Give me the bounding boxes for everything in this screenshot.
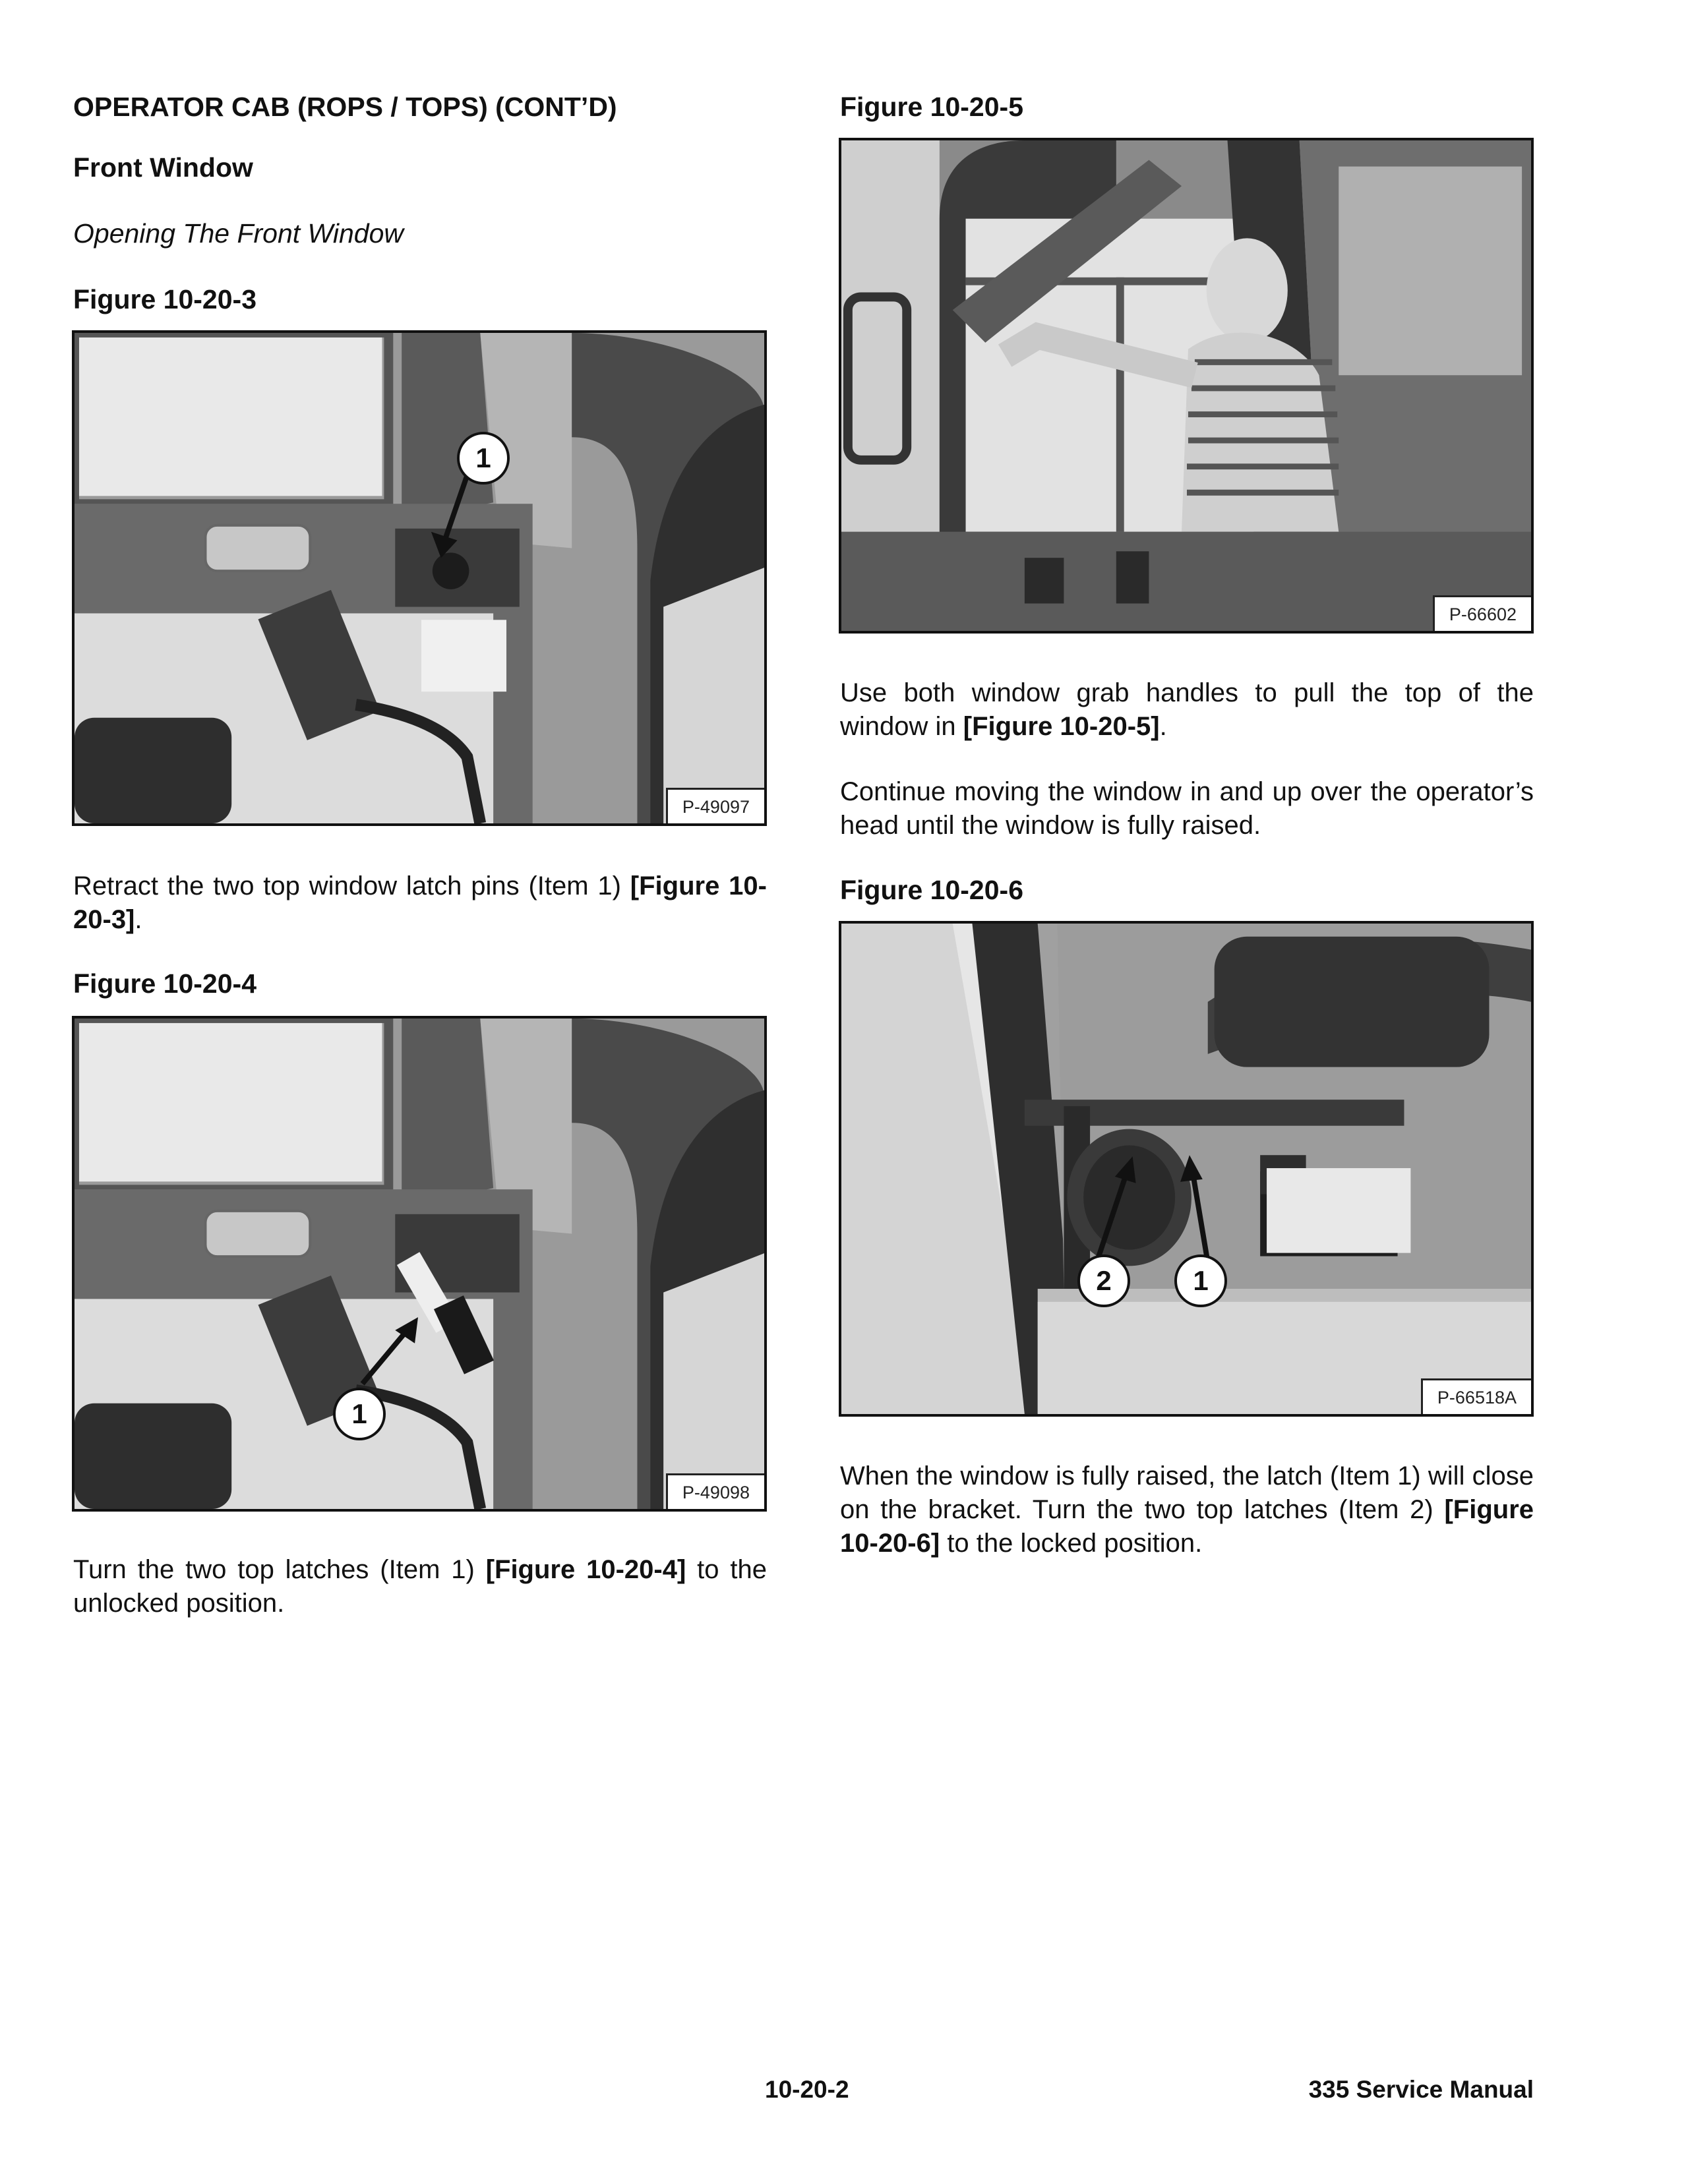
figure-5-illustration [841,140,1531,631]
figure-3-illustration [75,333,764,823]
figure-5-photo [839,138,1534,634]
figure-5-caption: Figure 10-20-5 [840,92,1023,122]
figure-4-photo-code: P-49098 [666,1473,764,1509]
figure-4-text-body: Turn the two top latches (Item 1) [73,1555,486,1584]
figure-4-callout: 1 [333,1388,386,1440]
figure-3-text-body: Retract the two top window latch pins (Item 1) [73,871,630,900]
figure-6-photo [839,921,1534,1417]
figure-3-photo [72,330,767,826]
manual-title: 335 Service Manual [1308,2076,1534,2103]
figure-4-caption: Figure 10-20-4 [73,968,256,999]
figure-6-text [840,1460,1534,1560]
figure-6-illustration [841,924,1531,1414]
figure-4-illustration [75,1018,764,1509]
figure-3-callout: 1 [457,432,510,485]
figure-3-photo-code: P-49097 [666,788,764,823]
figure-5-text-a [840,676,1534,744]
section-title: OPERATOR CAB (ROPS / TOPS) (CONT’D) [73,92,617,122]
figure-3-text [73,870,767,937]
figure-6-text-ref: [Figure 10-20-6] [840,1495,1534,1558]
figure-3-caption: Figure 10-20-3 [73,284,256,314]
procedure-title: Opening The Front Window [73,218,404,249]
figure-6-text-end: to the locked position. [940,1529,1203,1558]
figure-5-text-a-ref: [Figure 10-20-5] [963,712,1160,741]
figure-4-text-end: to the unlocked position. [73,1555,767,1618]
subsection-title: Front Window [73,152,253,183]
figure-6-text-body: When the window is fully raised, the latch (Item 1) will close on the bracket. Turn the two top latches (Item 2) [840,1461,1534,1524]
figure-6-callout-1: 1 [1174,1254,1227,1307]
page-number: 10-20-2 [765,2076,849,2103]
figure-3-text-end: . [135,905,142,934]
figure-5-text-a-body: Use both window grab handles to pull the top of the window in [840,678,1534,741]
figure-4-photo [72,1016,767,1512]
figure-6-caption: Figure 10-20-6 [840,875,1023,905]
figure-5-text-a-end: . [1159,712,1167,741]
figure-5-photo-code: P-66602 [1433,595,1531,631]
figure-4-text-ref: [Figure 10-20-4] [485,1555,686,1584]
figure-5-text-b: Continue moving the window in and up over the operator’s head until the window is fully raised. [840,777,1534,840]
figure-4-text [73,1553,767,1620]
figure-6-callout-2: 2 [1077,1254,1130,1307]
figure-6-photo-code: P-66518A [1421,1378,1531,1414]
figure-3-text-ref: [Figure 10-20-3] [73,871,767,934]
